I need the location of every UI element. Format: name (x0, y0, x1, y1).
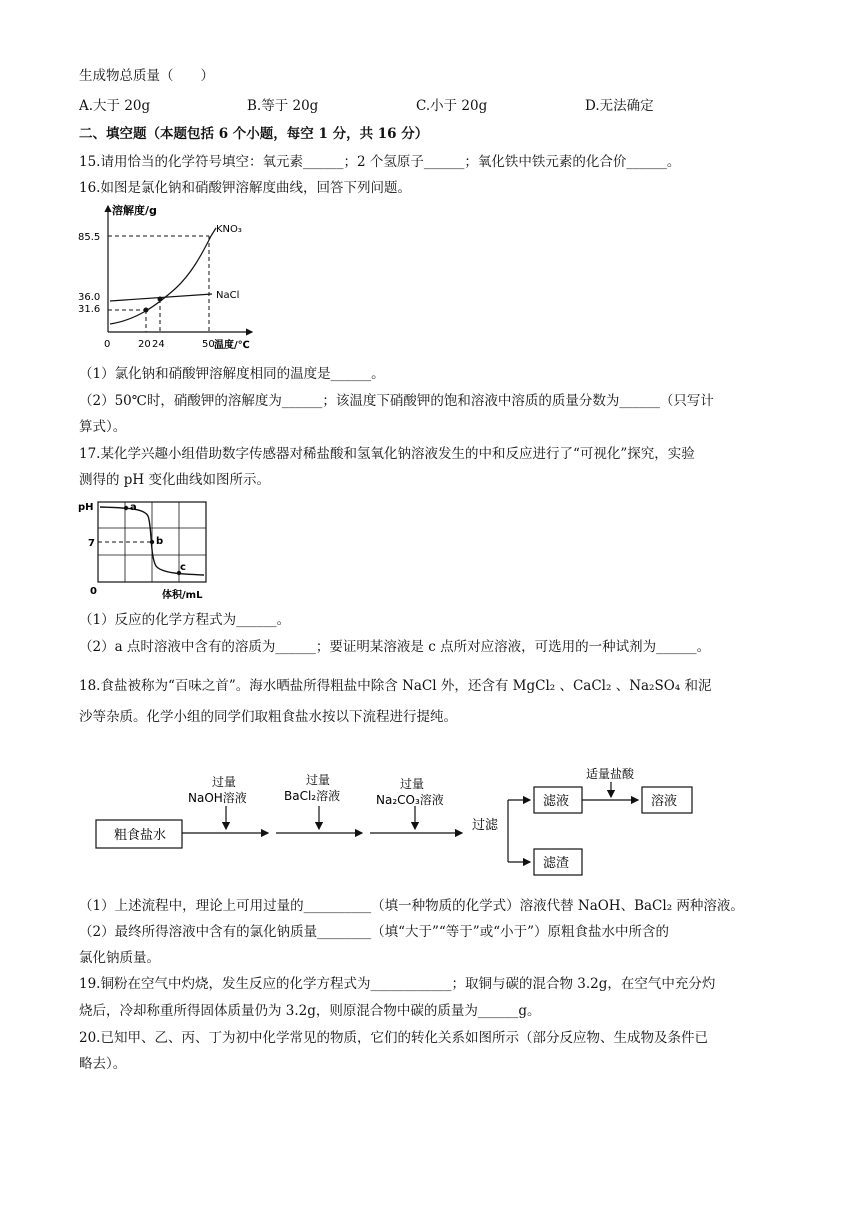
y-tick-31-6: 31.6 (78, 304, 101, 315)
nacl-label: NaCl (216, 290, 240, 301)
start-label: 粗食盐水 (114, 828, 167, 843)
question-16-1: （1）氯化钠和硝酸钾溶解度相同的温度是______。 (79, 366, 385, 382)
q14-tail: 生成物总质量（ ） (79, 68, 214, 84)
step2-top: 过量 (306, 773, 331, 787)
filtrate-label: 滤液 (543, 794, 570, 809)
x-tick-0: 0 (104, 339, 111, 350)
question-17-b: 测得的 pH 变化曲线如图所示。 (79, 472, 270, 488)
question-18-b: 沙等杂质。化学小组的同学们取粗食盐水按以下流程进行提纯。 (79, 709, 457, 725)
solubility-chart (76, 200, 266, 360)
label-a: a (130, 502, 137, 513)
x-tick-50: 50 (202, 339, 215, 350)
q14-option-a: A.大于 20g (79, 98, 151, 114)
ph-x-label: 体积/mL (162, 590, 203, 601)
step3-reagent: Na₂CO₃溶液 (376, 793, 444, 807)
question-17-2: （2）a 点时溶液中含有的溶质为______；要证明某溶液是 c 点所对应溶液，可选用的一种试剂为______。 (79, 639, 711, 655)
label-b: b (156, 536, 164, 547)
y-axis-label: 溶解度/g (112, 204, 157, 217)
question-19-b: 烧后，冷却称重所得固体质量仍为 3.2g，则原混合物中碳的质量为______g。 (79, 1003, 541, 1019)
y-tick-85-5: 85.5 (78, 232, 101, 243)
step1-top: 过量 (212, 775, 237, 789)
residue-label: 滤渣 (543, 856, 570, 871)
point-b (150, 540, 154, 544)
x-axis-label: 温度/℃ (214, 340, 250, 351)
x-tick-20: 20 (138, 339, 151, 350)
solution-label: 溶液 (651, 794, 678, 809)
purification-flowchart (90, 760, 740, 890)
ph-y-label: pH (78, 502, 94, 513)
x-tick-24: 24 (152, 339, 165, 350)
question-16-2a: （2）50℃时，硝酸钾的溶解度为______；该温度下硝酸钾的饱和溶液中溶质的质量分数为______（只写计 (79, 393, 714, 409)
question-20-b: 略去）。 (79, 1056, 127, 1072)
point-24 (158, 297, 163, 302)
question-19-a: 19.铜粉在空气中灼烧，发生反应的化学方程式为____________；取铜与碳的混合物 3.2g，在空气中充分灼 (79, 976, 716, 992)
point-a (124, 506, 128, 510)
question-16-stem: 16.如图是氯化钠和硝酸钾溶解度曲线，回答下列问题。 (79, 180, 411, 196)
question-17-a: 17.某化学兴趣小组借助数字传感器对稀盐酸和氢氧化钠溶液发生的中和反应进行了“可视化”探究，实验 (79, 446, 695, 462)
question-18-2b: 氯化钠质量。 (79, 950, 160, 966)
q14-option-c: C.小于 20g (416, 98, 488, 114)
acid-label: 适量盐酸 (586, 767, 635, 781)
question-17-1: （1）反应的化学方程式为______。 (79, 612, 291, 628)
ph-7-tick: 7 (88, 538, 95, 549)
q14-option-d: D.无法确定 (585, 98, 654, 114)
step2-reagent: BaCl₂溶液 (284, 789, 341, 803)
kno3-label: KNO₃ (216, 224, 242, 235)
step3-top: 过量 (400, 777, 425, 791)
question-18-1: （1）上述流程中，理论上可用过量的__________（填一种物质的化学式）溶液代替 NaOH、BaCl₂ 两种溶液。 (79, 898, 744, 914)
label-c: c (180, 562, 186, 573)
question-16-2b: 算式）。 (79, 419, 127, 435)
question-18-2a: （2）最终所得溶液中含有的氯化钠质量________（填“大于”“等于”或“小于”）原粗食盐水中所含的 (79, 924, 669, 940)
question-20-a: 20.已知甲、乙、丙、丁为初中化学常见的物质，它们的转化关系如图所示（部分反应物、生成物及条件已 (79, 1030, 708, 1046)
point-20 (144, 308, 149, 313)
ph-origin: 0 (90, 586, 97, 597)
q14-option-b: B.等于 20g (247, 98, 319, 114)
section-title: 二、填空题（本题包括 6 个小题，每空 1 分，共 16 分） (79, 126, 429, 142)
filter-label: 过滤 (472, 818, 499, 833)
y-tick-36: 36.0 (78, 292, 101, 303)
question-18-a: 18.食盐被称为“百味之首”。海水晒盐所得粗盐中除含 NaCl 外，还含有 MgCl₂ 、CaCl₂ 、Na₂SO₄ 和泥 (79, 678, 712, 694)
ph-chart (76, 496, 216, 606)
question-15: 15.请用恰当的化学符号填空：氧元素______；2 个氢原子______；氧化铁中铁元素的化合价______。 (79, 154, 681, 170)
step1-reagent: NaOH溶液 (188, 791, 247, 805)
